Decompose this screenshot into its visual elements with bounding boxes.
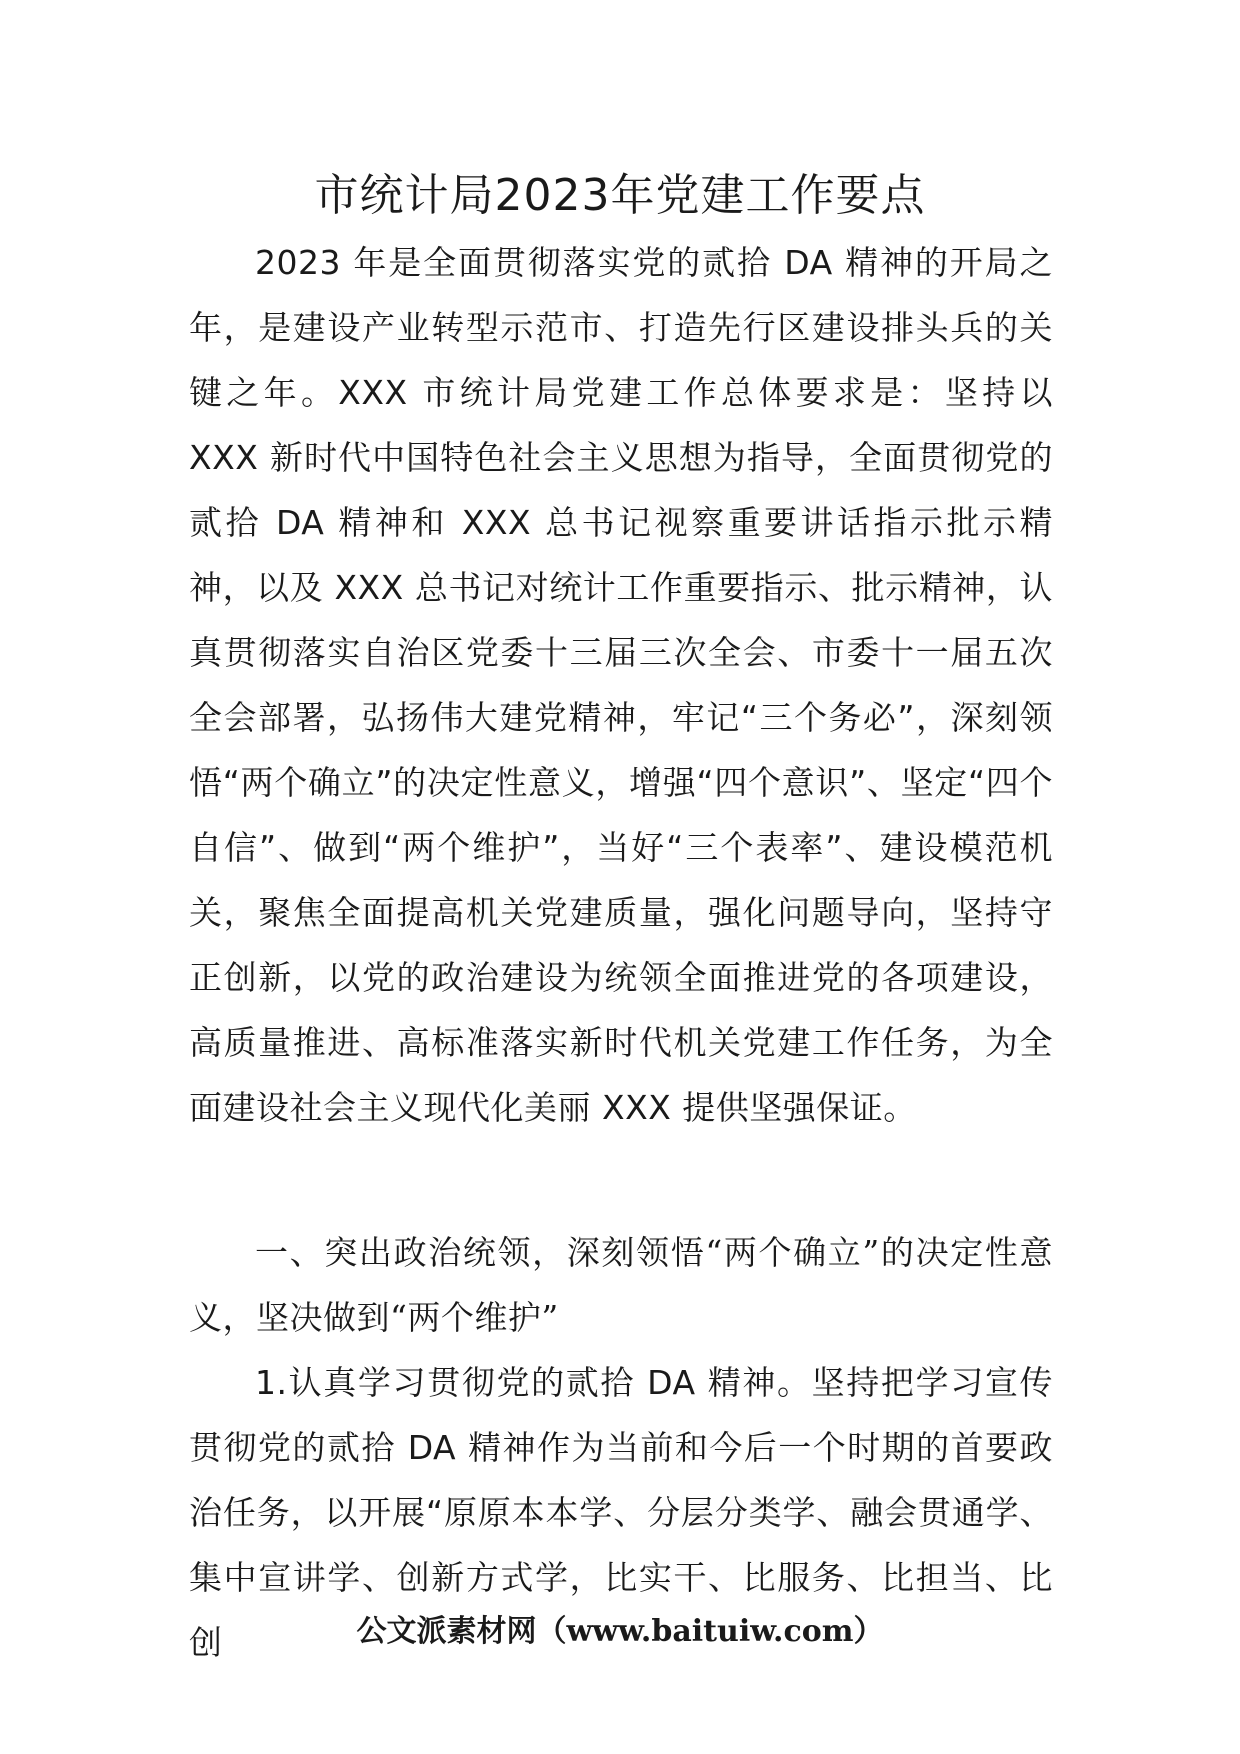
document-title: 市统计局2023年党建工作要点 (314, 170, 926, 221)
footer-watermark: 公文派素材网（www.baituiw.com） (356, 1614, 884, 1649)
section-1-heading: 一、突出政治统领，深刻领悟“两个确立”的决定性意义，坚决做到“两个维护” (189, 1233, 1053, 1337)
item-1-paragraph: 1.认真学习贯彻党的贰拾 DA 精神。坚持把学习宣传贯彻党的贰拾 DA 精神作为当前和今后一个时期的首要政治任务，以开展“原原本本学、分层分类学、融会贯通学、集中宣讲学、创新方式学，比实干、比服务、比担当、比创 (189, 1363, 1053, 1662)
intro-paragraph: 2023 年是全面贯彻落实党的贰拾 DA 精神的开局之年，是建设产业转型示范市、打造先行区建设排头兵的关键之年。XXX 市统计局党建工作总体要求是：坚持以 XXX 新时代中国特色社会主义思想为指导，全面贯彻党的贰拾 DA 精神和 XXX 总书记视察重要讲话指示批示精神，以及 XXX 总书记对统计工作重要指示、批示精神，认真贯彻落实自治区党委十三届三次全会、市委十一届五次全会部署，弘扬伟大建党精神，牢记“三个务必”，深刻领悟“两个确立”的决定性意义，增强“四个意识”、坚定“四个自信”、做到“两个维护”，当好“三个表率”、建设模范机关，聚焦全面提高机关党建质量，强化问题导向，坚持守正创新，以党的政治建设为统领全面推进党的各项建设，高质量推进、高标准落实新时代机关党建工作任务，为全面建设社会主义现代化美丽 XXX 提供坚强保证。 (189, 243, 1053, 1127)
